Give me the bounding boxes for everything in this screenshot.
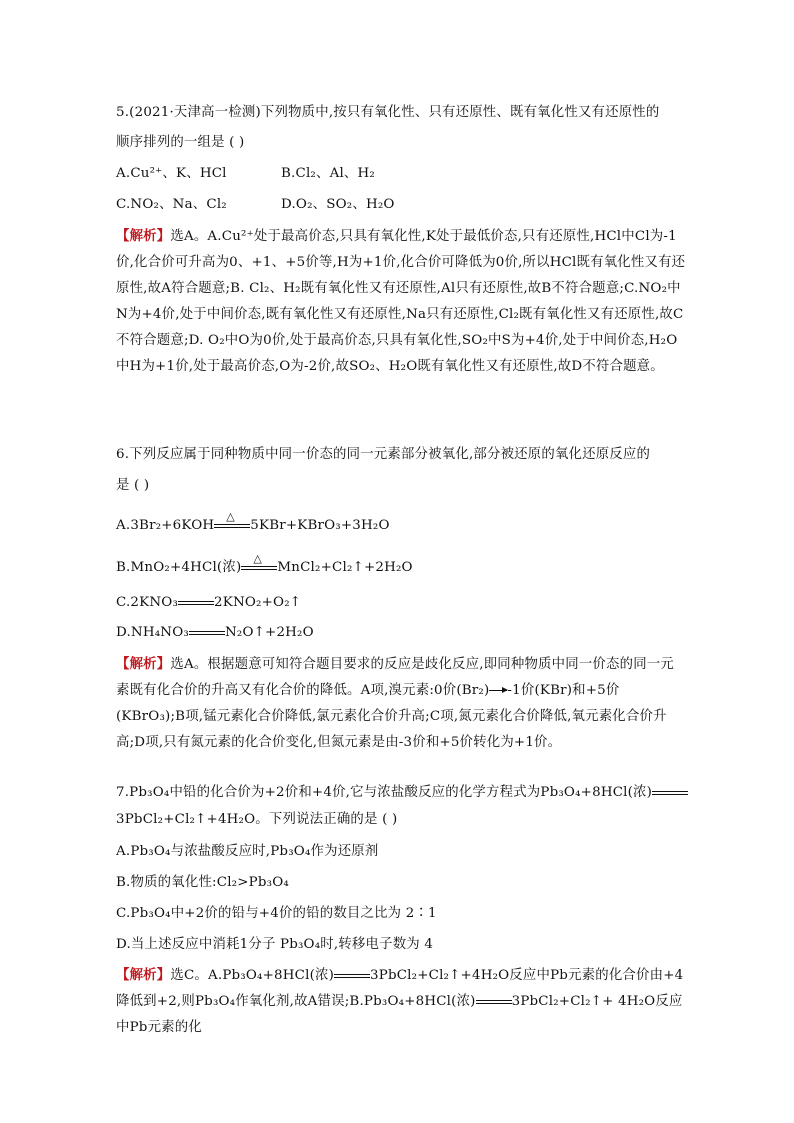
q5-options-row1	[116, 165, 375, 183]
q5-option-a: A.Cu²⁺、K、HCl	[116, 166, 227, 181]
right-arrow-icon	[489, 690, 507, 691]
equals-sign	[476, 997, 512, 1007]
heat-delta-icon: △	[253, 551, 263, 565]
q5-stem-line2: 顺序排列的一组是 ( )	[116, 135, 245, 150]
analysis-tag: 【解析】	[116, 656, 171, 672]
q7-option-c: C.Pb₃O₄中+2价的铅与+4价的铅的数目之比为 2∶1	[116, 906, 437, 921]
equals-sign	[178, 598, 214, 608]
q6-option-b-reactants: B.MnO₂+4HCl(浓)	[116, 560, 242, 575]
q5-option-c: C.NO₂、Na、Cl₂	[116, 197, 227, 212]
q7-analysis-text-3: 3PbCl₂+Cl₂↑+ 4H₂O反应中Pb元素的化	[116, 994, 683, 1035]
q5-analysis	[116, 223, 686, 380]
q7-analysis-text-2: 3PbCl₂+Cl₂↑+4H₂O反应中Pb元素的化合价由+4降低到+2,则Pb₃O₄作氧化剂,故A错误;B.Pb₃O₄+8HCl(浓)	[116, 968, 684, 1009]
q6-option-d	[116, 624, 314, 642]
heating-equals-sign	[214, 509, 250, 531]
q6-analysis-text-b: -1价(KBr)和+5价(KBrO₃);B项,锰元素化合价降低,氯元素化合价升高;C项,氮元素化合价降低,氧元素化合价升高;D项,只有氮元素的化合价变化,但氮元素是由-3价和+5价转化为+1价。	[116, 683, 667, 750]
q6-option-b	[116, 551, 413, 577]
q7-stem-line1	[116, 784, 688, 802]
equals-sign	[334, 971, 370, 981]
q7-stem-text-a: 7.Pb₃O₄中铅的化合价为+2价和+4价,它与浓盐酸反应的化学方程式为Pb₃O₄+8HCl(浓)	[116, 785, 653, 800]
q7-stem-line2: 3PbCl₂+Cl₂↑+4H₂O。下列说法正确的是 ( )	[116, 812, 398, 827]
q7-analysis-text-1: 选C。A.Pb₃O₄+8HCl(浓)	[170, 968, 335, 983]
q6-option-c-reactants: C.2KNO₃	[116, 595, 179, 610]
q5-option-d: D.O₂、SO₂、H₂O	[281, 197, 395, 212]
q6-analysis	[116, 651, 686, 756]
analysis-tag: 【解析】	[116, 967, 171, 983]
q5-options-row2	[116, 196, 395, 214]
q5-analysis-text: 选A。A.Cu²⁺处于最高价态,只具有氧化性,K处于最低价态,只有还原性,HCl中Cl为-1价,化合价可升高为0、+1、+5价等,H为+1价,化合价可降低为0价,所以HCl既有氧化性又有还原性,故A符合题意;B. Cl₂、H₂既有氧化性又有还原性,Al只有还原性,故B不符合题意;C.NO₂中N为+4价,处于中间价态,既有氧化性又有还原性,Na只有还原性,Cl₂既有氧化性又有还原性,故C不符合题意;D. O₂中O为0价,处于最高价态,只具有氧化性,SO₂中S为+4价,处于中间价态,H₂O中H为+1价,处于最高价态,O为-2价,故SO₂、H₂O既有氧化性又有还原性,故D不符合题意。	[116, 229, 686, 374]
q6-analysis-text-a: 选A。根据题意可知符合题目要求的反应是歧化反应,即同种物质中同一价态的同一元素既有化合价的升高又有化合价的降低。A项,溴元素:0价(Br₂)	[116, 657, 674, 698]
q6-stem-line2: 是 ( )	[116, 478, 150, 493]
heating-equals-sign	[241, 551, 277, 573]
q6-option-d-products: N₂O↑+2H₂O	[224, 625, 314, 640]
q7-analysis	[116, 962, 686, 1041]
q5-stem-line1: 5.(2021·天津高一检测)下列物质中,按只有氧化性、只有还原性、既有氧化性又有还原性的	[116, 105, 660, 120]
q7-option-b: B.物质的氧化性:Cl₂>Pb₃O₄	[116, 875, 289, 890]
q6-option-a-products: 5KBr+KBrO₃+3H₂O	[250, 518, 390, 533]
q6-option-a	[116, 509, 390, 535]
q7-option-d: D.当上述反应中消耗1分子 Pb₃O₄时,转移电子数为 4	[116, 937, 434, 952]
q6-option-d-reactants: D.NH₄NO₃	[116, 625, 189, 640]
equals-sign	[189, 628, 225, 638]
equals-sign	[652, 788, 688, 798]
q5-option-b: B.Cl₂、Al、H₂	[281, 166, 375, 181]
q6-option-c-products: 2KNO₂+O₂↑	[214, 595, 302, 610]
q6-stem-line1: 6.下列反应属于同种物质中同一价态的同一元素部分被氧化,部分被还原的氧化还原反应的	[116, 447, 651, 462]
analysis-tag: 【解析】	[116, 228, 171, 244]
q6-option-a-reactants: A.3Br₂+6KOH	[116, 518, 215, 533]
q7-option-a: A.Pb₃O₄与浓盐酸反应时,Pb₃O₄作为还原剂	[116, 844, 379, 859]
q6-option-b-products: MnCl₂+Cl₂↑+2H₂O	[277, 560, 413, 575]
q6-option-c	[116, 594, 301, 612]
heat-delta-icon: △	[226, 509, 235, 523]
